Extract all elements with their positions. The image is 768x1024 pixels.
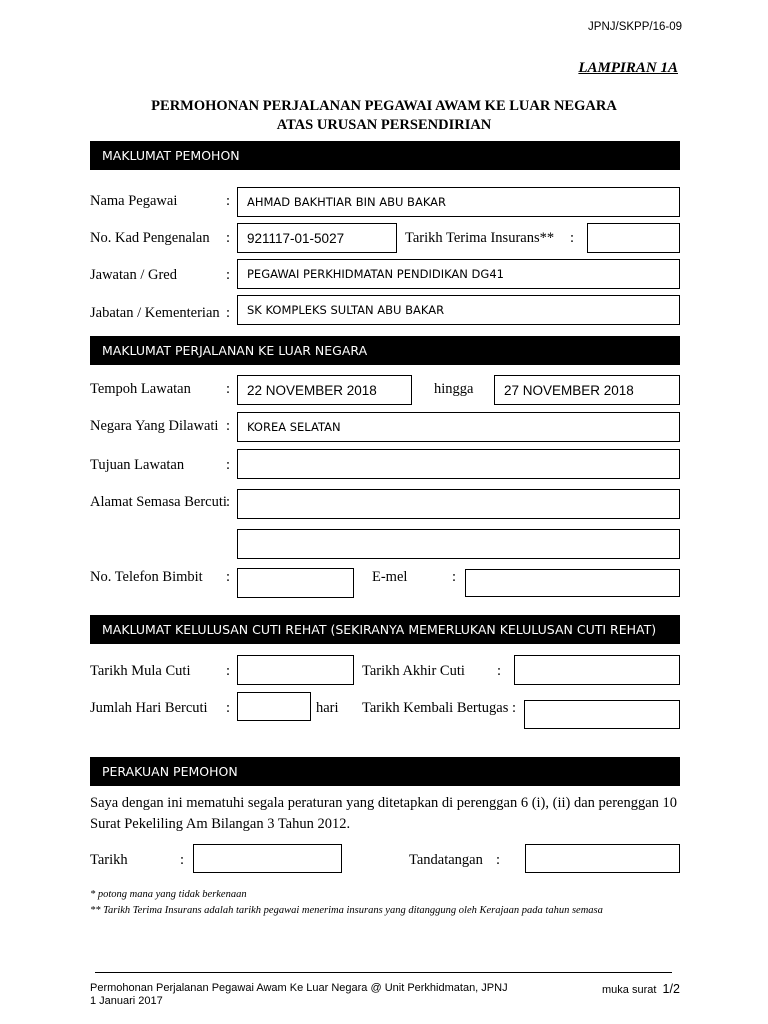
telefon-bimbit-field[interactable] (237, 568, 354, 598)
tarikh-field[interactable] (193, 844, 342, 873)
jumlah-hari-bercuti-field[interactable] (237, 692, 311, 721)
jawatan-gred-value: PEGAWAI PERKHIDMATAN PENDIDIKAN DG41 (247, 267, 504, 281)
section-maklumat-perjalanan: MAKLUMAT PERJALANAN KE LUAR NEGARA (90, 336, 680, 365)
negara-dilawati-value: KOREA SELATAN (247, 420, 341, 434)
hingga-label: hingga (434, 381, 474, 397)
section-perakuan-pemohon: PERAKUAN PEMOHON (90, 757, 680, 786)
footer-title: Permohonan Perjalanan Pegawai Awam Ke Luar Negara @ Unit Perkhidmatan, JPNJ (90, 982, 508, 994)
tempoh-from-value: 22 NOVEMBER 2018 (247, 382, 377, 398)
tujuan-lawatan-label: Tujuan Lawatan (90, 457, 185, 473)
form-title-line1: PERMOHONAN PERJALANAN PEGAWAI AWAM KE LUAR NEGARA (151, 98, 617, 114)
colon: : (497, 663, 502, 679)
footnote-insurans: ** Tarikh Terima Insurans adalah tarikh pegawai menerima insurans yang ditanggung oleh Kerajaan pada tahun semasa (90, 905, 603, 916)
colon: : (226, 230, 231, 246)
page-number: 1/2 (662, 982, 680, 996)
tarikh-kembali-bertugas-label: Tarikh Kembali Bertugas : (362, 700, 517, 716)
negara-dilawati-label: Negara Yang Dilawati (90, 418, 219, 434)
emel-label: E-mel (372, 569, 408, 585)
ic-number-label: No. Kad Pengenalan (90, 230, 210, 246)
ic-number-value: 921117-01-5027 (247, 230, 345, 246)
nama-pegawai-value: AHMAD BAKHTIAR BIN ABU BAKAR (247, 195, 447, 209)
telefon-bimbit-label: No. Telefon Bimbit (90, 569, 203, 585)
nama-pegawai-field[interactable] (237, 187, 680, 217)
section-maklumat-pemohon: MAKLUMAT PEMOHON (90, 141, 680, 170)
nama-pegawai-label: Nama Pegawai (90, 193, 178, 209)
perakuan-statement: Saya dengan ini mematuhi segala peraturan yang ditetapkan di perenggan 6 (i), (ii) dan perenggan 10 Surat Pekeliling Am Bilangan 3 Tahun 2012. (90, 795, 678, 832)
emel-field[interactable] (465, 569, 680, 597)
tarikh-label: Tarikh (90, 852, 128, 868)
colon: : (226, 494, 231, 510)
colon: : (226, 457, 231, 473)
insurans-date-label: Tarikh Terima Insurans** (405, 230, 555, 246)
jumlah-hari-bercuti-label: Jumlah Hari Bercuti (90, 700, 208, 716)
footer-divider (95, 972, 672, 973)
insurans-date-field[interactable] (587, 223, 680, 253)
colon: : (226, 663, 231, 679)
tempoh-to-value: 27 NOVEMBER 2018 (504, 382, 634, 398)
footer-page (602, 982, 680, 996)
page-label: muka surat (602, 984, 657, 996)
tandatangan-field[interactable] (525, 844, 680, 873)
colon: : (226, 569, 231, 585)
alamat-bercuti-field-line2[interactable] (237, 529, 680, 559)
negara-dilawati-field[interactable] (237, 412, 680, 442)
colon: : (180, 852, 185, 868)
ic-number-field[interactable] (237, 223, 397, 253)
jabatan-kementerian-value: SK KOMPLEKS SULTAN ABU BAKAR (247, 303, 445, 317)
jawatan-gred-field[interactable] (237, 259, 680, 289)
tarikh-akhir-cuti-field[interactable] (514, 655, 680, 685)
form-title-line2: ATAS URUSAN PERSENDIRIAN (276, 117, 492, 133)
colon: : (226, 418, 231, 434)
colon: : (226, 267, 231, 283)
colon: : (496, 852, 501, 868)
colon: : (570, 230, 575, 246)
footnote-potong: * potong mana yang tidak berkenaan (90, 889, 247, 900)
footer-date: 1 Januari 2017 (90, 995, 163, 1007)
alamat-bercuti-label: Alamat Semasa Bercuti (90, 494, 227, 510)
tarikh-kembali-bertugas-field[interactable] (524, 700, 680, 729)
tempoh-lawatan-label: Tempoh Lawatan (90, 381, 191, 397)
colon: : (226, 700, 231, 716)
tempoh-to-field[interactable] (494, 375, 680, 405)
alamat-bercuti-field-line1[interactable] (237, 489, 680, 519)
colon: : (226, 193, 231, 209)
hari-label: hari (316, 700, 339, 716)
tarikh-akhir-cuti-label: Tarikh Akhir Cuti (362, 663, 465, 679)
colon: : (226, 305, 231, 321)
tarikh-mula-cuti-field[interactable] (237, 655, 354, 685)
reference-code: JPNJ/SKPP/16-09 (588, 21, 682, 33)
jabatan-kementerian-label: Jabatan / Kementerian (90, 305, 220, 321)
lampiran-label: LAMPIRAN 1A (578, 60, 678, 76)
jawatan-gred-label: Jawatan / Gred (90, 267, 177, 283)
jabatan-kementerian-field[interactable] (237, 295, 680, 325)
tandatangan-label: Tandatangan (409, 852, 483, 868)
tempoh-from-field[interactable] (237, 375, 412, 405)
tujuan-lawatan-field[interactable] (237, 449, 680, 479)
section-maklumat-kelulusan-cuti: MAKLUMAT KELULUSAN CUTI REHAT (SEKIRANYA MEMERLUKAN KELULUSAN CUTI REHAT) (90, 615, 680, 644)
tarikh-mula-cuti-label: Tarikh Mula Cuti (90, 663, 191, 679)
colon: : (226, 381, 231, 397)
colon: : (452, 569, 457, 585)
